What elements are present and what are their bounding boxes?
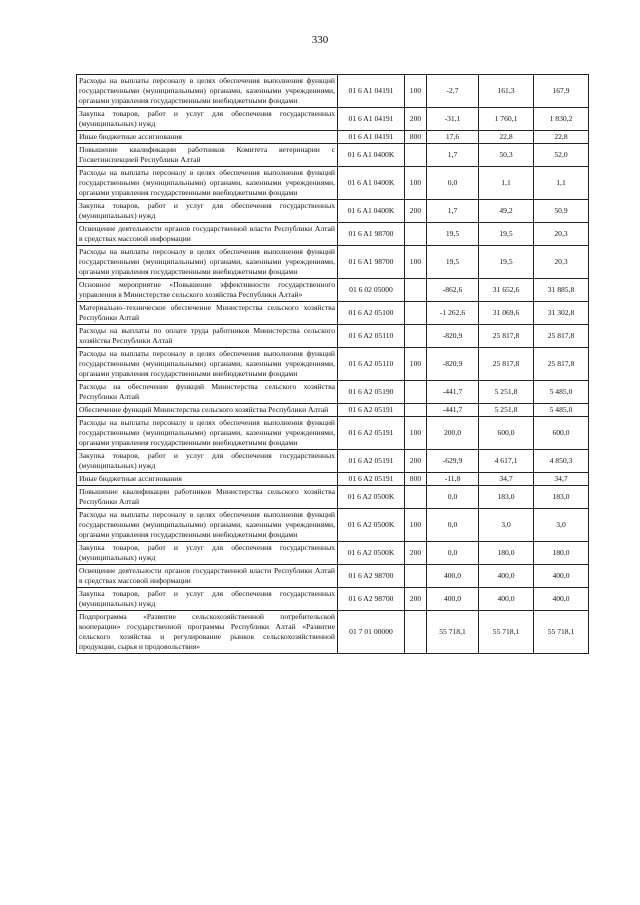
table-row <box>77 131 589 144</box>
row-expense-type-cell: 100 <box>405 348 427 381</box>
row-change-cell: 200,0 <box>427 417 479 450</box>
row-change-cell: 400,0 <box>427 565 479 588</box>
row-name-cell: Закупка товаров, работ и услуг для обеспечения государственных (муниципальных) нужд <box>77 450 338 473</box>
table-row <box>77 509 589 542</box>
row-year1-cell: 600,0 <box>479 417 534 450</box>
row-code-cell: 01 6 A1 98700 <box>338 246 405 279</box>
row-expense-type-cell <box>405 565 427 588</box>
row-code-cell: 01 6 A1 04191 <box>338 75 405 108</box>
row-code-cell: 01 6 A1 0400K <box>338 167 405 200</box>
row-expense-type-cell <box>405 144 427 167</box>
row-year2-cell: 25 817,8 <box>534 348 589 381</box>
table-row <box>77 167 589 200</box>
row-expense-type-cell: 100 <box>405 167 427 200</box>
row-code-cell: 01 6 A2 05110 <box>338 325 405 348</box>
row-year2-cell: 167,9 <box>534 75 589 108</box>
row-year2-cell: 1,1 <box>534 167 589 200</box>
row-expense-type-cell: 100 <box>405 246 427 279</box>
row-year2-cell: 25 817,8 <box>534 325 589 348</box>
table-row <box>77 144 589 167</box>
row-year2-cell: 31 885,8 <box>534 279 589 302</box>
row-expense-type-cell: 200 <box>405 588 427 611</box>
row-code-cell: 01 6 A2 05100 <box>338 302 405 325</box>
row-year2-cell: 600,0 <box>534 417 589 450</box>
row-name-cell: Освещение деятельности органов государственной власти Республики Алтай в средствах массовой информации <box>77 565 338 588</box>
budget-table-body <box>77 75 589 654</box>
row-year1-cell: 19,5 <box>479 223 534 246</box>
row-year1-cell: 5 251,8 <box>479 381 534 404</box>
table-row <box>77 348 589 381</box>
table-row <box>77 417 589 450</box>
row-code-cell: 01 6 A1 04191 <box>338 131 405 144</box>
row-expense-type-cell <box>405 404 427 417</box>
budget-table <box>76 74 589 654</box>
row-year2-cell: 183,0 <box>534 486 589 509</box>
row-change-cell: -629,9 <box>427 450 479 473</box>
row-year1-cell: 34,7 <box>479 473 534 486</box>
row-change-cell: 55 718,1 <box>427 611 479 654</box>
row-change-cell: 0,0 <box>427 486 479 509</box>
row-year1-cell: 22,8 <box>479 131 534 144</box>
row-code-cell: 01 6 A2 05191 <box>338 473 405 486</box>
row-year2-cell: 400,0 <box>534 588 589 611</box>
row-year1-cell: 25 817,8 <box>479 348 534 381</box>
row-name-cell: Обеспечение функций Министерства сельского хозяйства Республики Алтай <box>77 404 338 417</box>
row-year2-cell: 4 850,3 <box>534 450 589 473</box>
row-name-cell: Повышение квалификации работников Министерства сельского хозяйства Республики Алтай <box>77 486 338 509</box>
table-row <box>77 542 589 565</box>
row-name-cell: Расходы на выплаты персоналу в целях обеспечения выполнения функций государственными (муниципальными) органами, казенными учреждениями, органами управления государственными внебюджетными фондами <box>77 509 338 542</box>
row-change-cell: -441,7 <box>427 404 479 417</box>
row-year2-cell: 400,0 <box>534 565 589 588</box>
table-row <box>77 486 589 509</box>
row-year2-cell: 3,0 <box>534 509 589 542</box>
table-row <box>77 611 589 654</box>
row-expense-type-cell <box>405 381 427 404</box>
row-change-cell: 19,5 <box>427 246 479 279</box>
row-expense-type-cell <box>405 486 427 509</box>
row-expense-type-cell <box>405 279 427 302</box>
row-year1-cell: 5 251,8 <box>479 404 534 417</box>
row-name-cell: Повышение квалификации работников Комитета ветеринарии с Госветинспекцией Республики Алтай <box>77 144 338 167</box>
row-expense-type-cell: 200 <box>405 200 427 223</box>
row-expense-type-cell: 200 <box>405 108 427 131</box>
row-expense-type-cell <box>405 302 427 325</box>
row-year1-cell: 180,0 <box>479 542 534 565</box>
row-year1-cell: 19,5 <box>479 246 534 279</box>
row-name-cell: Иные бюджетные ассигнования <box>77 473 338 486</box>
row-change-cell: 0,0 <box>427 542 479 565</box>
row-expense-type-cell <box>405 325 427 348</box>
row-code-cell: 01 6 A2 05191 <box>338 450 405 473</box>
row-change-cell: 1,7 <box>427 200 479 223</box>
row-code-cell: 01 6 A1 0400K <box>338 200 405 223</box>
table-row <box>77 404 589 417</box>
row-year1-cell: 31 069,6 <box>479 302 534 325</box>
row-name-cell: Расходы на выплаты персоналу в целях обеспечения выполнения функций государственными (муниципальными) органами, казенными учреждениями, органами управления государственными внебюджетными фондами <box>77 75 338 108</box>
row-change-cell: 1,7 <box>427 144 479 167</box>
row-change-cell: -2,7 <box>427 75 479 108</box>
row-year2-cell: 55 718,1 <box>534 611 589 654</box>
row-code-cell: 01 6 A2 05110 <box>338 348 405 381</box>
table-row <box>77 588 589 611</box>
row-name-cell: Расходы на выплаты персоналу в целях обеспечения выполнения функций государственными (муниципальными) органами, казенными учреждениями, органами управления государственными внебюджетными фондами <box>77 348 338 381</box>
row-name-cell: Основное мероприятие «Повышение эффективности государственного управления в Министерстве сельского хозяйства Республики Алтай» <box>77 279 338 302</box>
row-name-cell: Расходы на выплаты персоналу в целях обеспечения выполнения функций государственными (муниципальными) органами, казенными учреждениями, органами управления государственными внебюджетными фондами <box>77 246 338 279</box>
table-row <box>77 450 589 473</box>
row-expense-type-cell: 100 <box>405 509 427 542</box>
row-expense-type-cell: 100 <box>405 75 427 108</box>
row-change-cell: -820,9 <box>427 348 479 381</box>
table-row <box>77 75 589 108</box>
row-year2-cell: 34,7 <box>534 473 589 486</box>
row-change-cell: -820,9 <box>427 325 479 348</box>
table-row <box>77 246 589 279</box>
row-code-cell: 01 6 A2 05191 <box>338 404 405 417</box>
row-name-cell: Расходы на выплаты персоналу в целях обеспечения выполнения функций государственными (муниципальными) органами, казенными учреждениями, органами управления государственными внебюджетными фондами <box>77 167 338 200</box>
row-year2-cell: 20,3 <box>534 223 589 246</box>
row-expense-type-cell: 800 <box>405 131 427 144</box>
row-year2-cell: 22,8 <box>534 131 589 144</box>
row-code-cell: 01 6 A1 0400K <box>338 144 405 167</box>
table-row <box>77 325 589 348</box>
row-name-cell: Закупка товаров, работ и услуг для обеспечения государственных (муниципальных) нужд <box>77 108 338 131</box>
row-expense-type-cell <box>405 611 427 654</box>
row-year1-cell: 50,3 <box>479 144 534 167</box>
row-year1-cell: 31 652,6 <box>479 279 534 302</box>
row-code-cell: 01 6 A2 98700 <box>338 588 405 611</box>
row-code-cell: 01 6 A2 05190 <box>338 381 405 404</box>
row-year2-cell: 52,0 <box>534 144 589 167</box>
row-year2-cell: 31 302,8 <box>534 302 589 325</box>
row-expense-type-cell: 800 <box>405 473 427 486</box>
row-expense-type-cell: 100 <box>405 417 427 450</box>
row-change-cell: -31,1 <box>427 108 479 131</box>
row-year2-cell: 5 485,0 <box>534 381 589 404</box>
row-name-cell: Расходы на обеспечение функций Министерства сельского хозяйства Республики Алтай <box>77 381 338 404</box>
table-row <box>77 473 589 486</box>
row-year1-cell: 25 817,8 <box>479 325 534 348</box>
row-change-cell: -441,7 <box>427 381 479 404</box>
table-row <box>77 108 589 131</box>
row-code-cell: 01 6 A2 98700 <box>338 565 405 588</box>
row-change-cell: -11,8 <box>427 473 479 486</box>
row-name-cell: Закупка товаров, работ и услуг для обеспечения государственных (муниципальных) нужд <box>77 200 338 223</box>
row-year1-cell: 55 718,1 <box>479 611 534 654</box>
row-year1-cell: 400,0 <box>479 588 534 611</box>
row-name-cell: Расходы на выплаты по оплате труда работников Министерства сельского хозяйства Республики Алтай <box>77 325 338 348</box>
table-row <box>77 223 589 246</box>
table-row <box>77 200 589 223</box>
row-expense-type-cell <box>405 223 427 246</box>
row-change-cell: 0,0 <box>427 167 479 200</box>
row-code-cell: 01 6 02 05000 <box>338 279 405 302</box>
row-name-cell: Закупка товаров, работ и услуг для обеспечения государственных (муниципальных) нужд <box>77 542 338 565</box>
row-name-cell: Подпрограмма «Развитие сельскохозяйственной потребительской кооперации» государственной программы Республики Алтай «Развитие сельского хозяйства и регулирование рынков сельскохозяйственной продукции, сырья и продовольствия» <box>77 611 338 654</box>
row-expense-type-cell: 200 <box>405 542 427 565</box>
table-row <box>77 302 589 325</box>
row-change-cell: 19,5 <box>427 223 479 246</box>
row-code-cell: 01 6 A2 0500K <box>338 542 405 565</box>
row-year1-cell: 3,0 <box>479 509 534 542</box>
row-change-cell: -862,6 <box>427 279 479 302</box>
row-code-cell: 01 6 A2 0500K <box>338 486 405 509</box>
row-change-cell: 0,0 <box>427 509 479 542</box>
row-code-cell: 01 6 A1 98700 <box>338 223 405 246</box>
row-change-cell: 400,0 <box>427 588 479 611</box>
table-row <box>77 381 589 404</box>
row-name-cell: Освещение деятельности органов государственной власти Республики Алтай в средствах массовой информации <box>77 223 338 246</box>
row-year1-cell: 49,2 <box>479 200 534 223</box>
row-year1-cell: 400,0 <box>479 565 534 588</box>
row-year1-cell: 161,3 <box>479 75 534 108</box>
row-change-cell: 17,6 <box>427 131 479 144</box>
row-code-cell: 01 6 A2 05191 <box>338 417 405 450</box>
row-name-cell: Закупка товаров, работ и услуг для обеспечения государственных (муниципальных) нужд <box>77 588 338 611</box>
row-year1-cell: 183,0 <box>479 486 534 509</box>
row-code-cell: 01 6 A1 04191 <box>338 108 405 131</box>
row-year1-cell: 4 617,1 <box>479 450 534 473</box>
row-year2-cell: 1 830,2 <box>534 108 589 131</box>
table-row <box>77 279 589 302</box>
row-year2-cell: 50,9 <box>534 200 589 223</box>
row-year2-cell: 180,0 <box>534 542 589 565</box>
row-year2-cell: 5 485,0 <box>534 404 589 417</box>
table-row <box>77 565 589 588</box>
row-name-cell: Иные бюджетные ассигнования <box>77 131 338 144</box>
page-number: 330 <box>311 34 329 46</box>
row-year1-cell: 1,1 <box>479 167 534 200</box>
row-year2-cell: 20,3 <box>534 246 589 279</box>
row-code-cell: 01 6 A2 0500K <box>338 509 405 542</box>
row-name-cell: Материально–техническое обеспечение Министерства сельского хозяйства Республики Алтай <box>77 302 338 325</box>
row-name-cell: Расходы на выплаты персоналу в целях обеспечения выполнения функций государственными (муниципальными) органами, казенными учреждениями, органами управления государственными внебюджетными фондами <box>77 417 338 450</box>
row-expense-type-cell: 200 <box>405 450 427 473</box>
row-year1-cell: 1 760,1 <box>479 108 534 131</box>
row-code-cell: 01 7 01 00000 <box>338 611 405 654</box>
row-change-cell: -1 262,6 <box>427 302 479 325</box>
